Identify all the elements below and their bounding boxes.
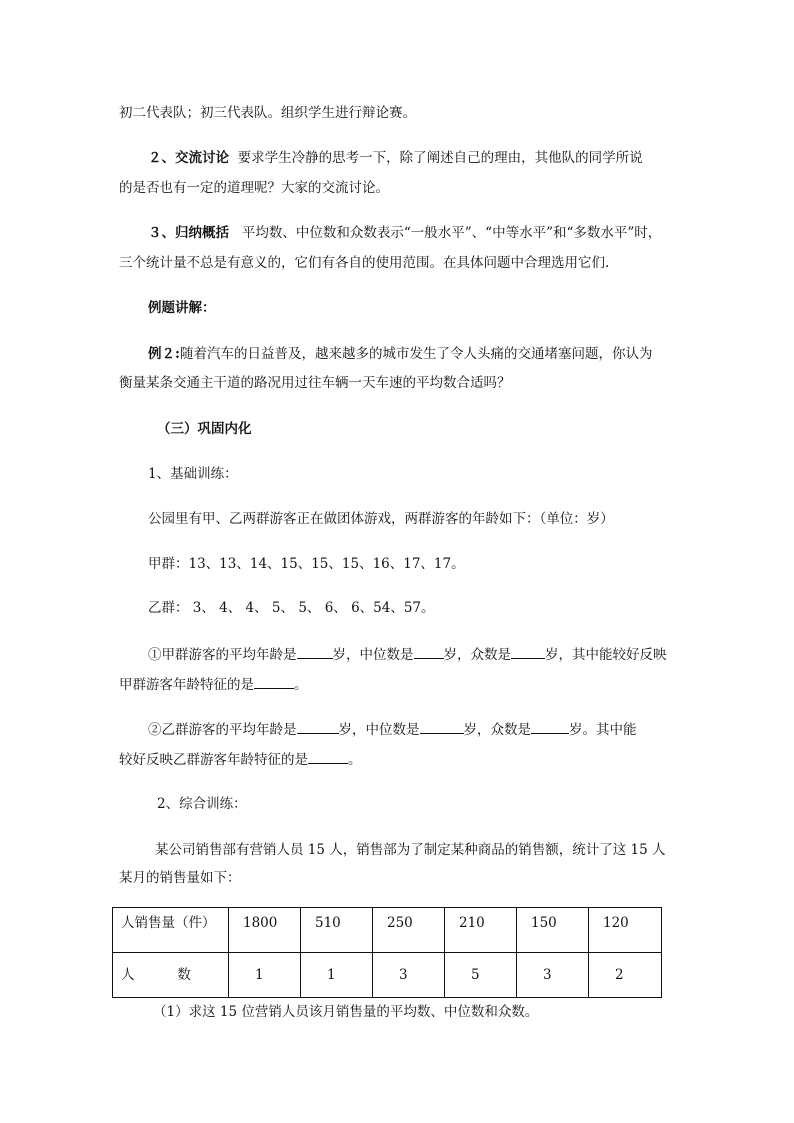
table-cell: 150 [517, 908, 589, 953]
q1-line2 [119, 674, 308, 695]
table-cell: 2 [589, 953, 662, 998]
q2-text-6: 。 [348, 752, 362, 768]
q2-blank-mode[interactable] [531, 719, 569, 734]
q1-text-2: 岁，中位数是 [332, 647, 414, 663]
table-row [113, 908, 662, 953]
section-summary-line2: 三个统计量不总是有意义的，它们有各自的使用范围。在具体问题中合理选用它们. [119, 255, 610, 271]
group-a-ages: 甲群：13、13、14、15、15、15、16、17、17。 [148, 556, 465, 572]
table-cell: 3 [373, 953, 445, 998]
table-cell: 250 [373, 908, 445, 953]
intro-line: 初二代表队；初三代表队。组织学生进行辩论赛。 [119, 105, 416, 121]
q2-line1 [148, 719, 637, 740]
q2-text-3: 岁，众数是 [463, 722, 531, 738]
sales-table [112, 907, 662, 998]
table-row [113, 953, 662, 998]
section-discussion-line2: 的是否也有一定的道理呢？大家的交流讨论。 [119, 180, 389, 196]
table-cell: 210 [445, 908, 517, 953]
q2-text-5: 较好反映乙群游客年龄特征的是 [119, 752, 308, 768]
q2-text-4: 岁。其中能 [569, 722, 637, 738]
q1-text-1: ①甲群游客的平均年龄是 [148, 647, 297, 663]
section-discussion-line1 [148, 148, 643, 168]
table-cell: 510 [301, 908, 373, 953]
q1-blank-best[interactable] [254, 674, 294, 689]
q1-text-5: 甲群游客年龄特征的是 [119, 677, 254, 693]
q1-blank-median[interactable] [414, 644, 444, 659]
q2-text-2: 岁，中位数是 [338, 722, 420, 738]
q1-line1 [148, 644, 667, 665]
question-1: （1）求这 15 位营销人员该月销售量的平均数、中位数和众数。 [153, 1004, 539, 1020]
basic-training-heading: 1、基础训练： [148, 466, 238, 482]
table-cell: 1 [229, 953, 301, 998]
q2-line2 [119, 749, 362, 770]
company-line1: 某公司销售部有营销人员 15 人，销售部为了制定某种商品的销售额，统计了这 15 人 [155, 842, 666, 858]
table-header-count: 人 数 [113, 953, 229, 998]
table-cell: 1800 [229, 908, 301, 953]
q1-text-3: 岁，众数是 [443, 647, 511, 663]
q1-blank-mode[interactable] [511, 644, 545, 659]
example2-line2: 衡量某条交通主干道的路况用过往车辆一天车速的平均数合适吗？ [119, 375, 511, 391]
part3-heading: （三）巩固内化 [157, 421, 252, 437]
table-cell: 1 [301, 953, 373, 998]
q2-blank-median[interactable] [420, 719, 464, 734]
section-discussion-text: 要求学生冷静的思考一下，除了阐述自己的理由，其他队的同学所说 [237, 150, 643, 166]
q2-blank-best[interactable] [308, 749, 348, 764]
q2-text-1: ②乙群游客的平均年龄是 [148, 722, 297, 738]
table-header-sales: 人销售量（件） [113, 908, 229, 953]
q1-text-4: 岁，其中能较好反映 [545, 647, 667, 663]
example2-line1 [148, 344, 652, 364]
example2-label: 例２: [148, 346, 180, 362]
table-cell: 3 [517, 953, 589, 998]
q1-text-6: 。 [294, 677, 308, 693]
q2-blank-mean[interactable] [297, 719, 339, 734]
company-line2: 某月的销售量如下： [119, 870, 241, 886]
section-discussion-title: ２、交流讨论 [148, 150, 229, 166]
table-cell: 5 [445, 953, 517, 998]
table-cell: 120 [589, 908, 662, 953]
park-intro: 公园里有甲、乙两群游客正在做团体游戏，两群游客的年龄如下：（单位：岁） [148, 511, 614, 527]
example-heading: 例题讲解： [148, 300, 216, 316]
group-b-ages: 乙群： 3、 4、 4、 5、 5、 6、 6、54、57。 [148, 600, 435, 616]
section-summary-line1 [148, 223, 661, 243]
comprehensive-training-heading: 2、综合训练： [157, 796, 247, 812]
section-summary-text: 平均数、中位数和众数表示“一般水平”、“中等水平”和“多数水平”时， [241, 225, 662, 241]
q1-blank-mean[interactable] [297, 644, 333, 659]
section-summary-title: ３、归纳概括 [148, 225, 229, 241]
example2-text: 随着汽车的日益普及，越来越多的城市发生了令人头痛的交通堵塞问题，你认为 [179, 346, 653, 362]
